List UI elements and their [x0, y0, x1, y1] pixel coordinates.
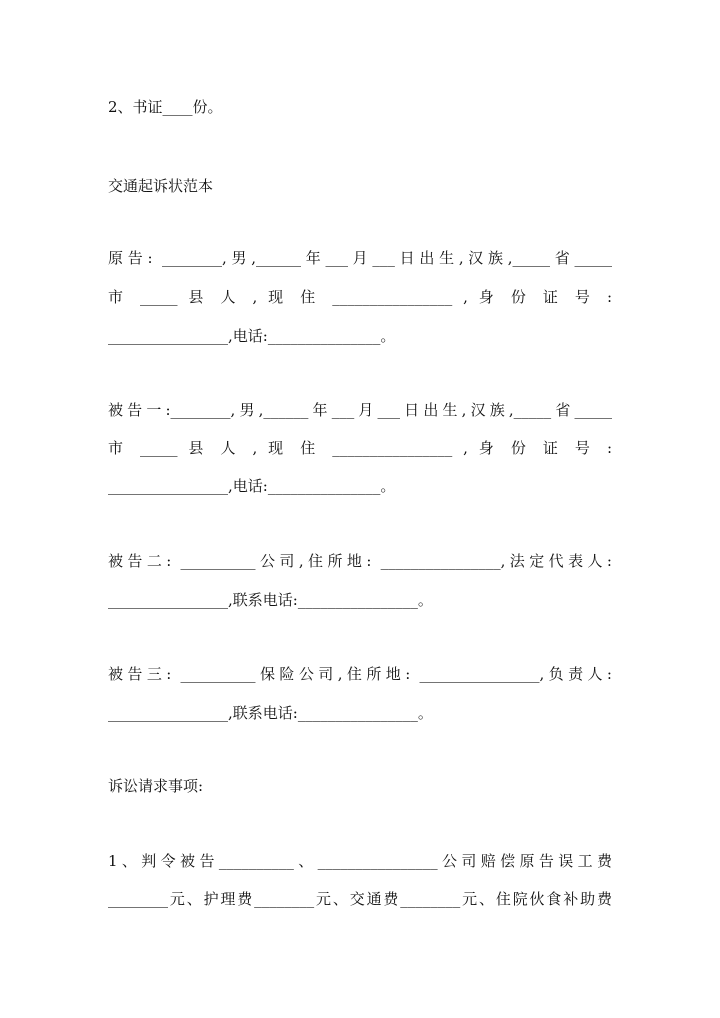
defendant3-line-2: ________________,联系电话:________________。	[108, 704, 433, 722]
claim1-line-1: 1、判令被告__________、________________公司赔偿原告误工费	[108, 852, 612, 870]
defendant1-line-1: 被告一:________,男,______年___月___日出生,汉族,_____省_____	[108, 401, 612, 419]
defendant1-line-3: ________________,电话:_______________。	[108, 477, 396, 495]
sample-title: 交通起诉状范本	[108, 177, 214, 195]
claim1-line-2: ________元、护理费________元、交通费________元、住院伙食补助费	[108, 890, 612, 908]
plaintiff-line-2: 市 _____ 县 人 , 现 住 ________________ , 身 份 证 号 :	[108, 288, 612, 306]
evidence-copies-line: 2、书证____份。	[108, 98, 223, 116]
defendant2-line-1: 被告二: __________公司,住所地: ________________,法定代表人:	[108, 552, 612, 570]
defendant1-line-2: 市 _____ 县 人 , 现 住 ________________ , 身 份 证 号 :	[108, 439, 612, 457]
plaintiff-line-3: ________________,电话:_______________。	[108, 327, 396, 345]
defendant2-line-2: ________________,联系电话:________________。	[108, 591, 433, 609]
claims-heading: 诉讼请求事项:	[108, 777, 204, 795]
defendant3-line-1: 被告三: __________保险公司,住所地: ________________,负责人:	[108, 665, 612, 683]
plaintiff-line-1: 原告: ________,男,______年___月___日出生,汉族,_____省_____	[108, 249, 612, 267]
